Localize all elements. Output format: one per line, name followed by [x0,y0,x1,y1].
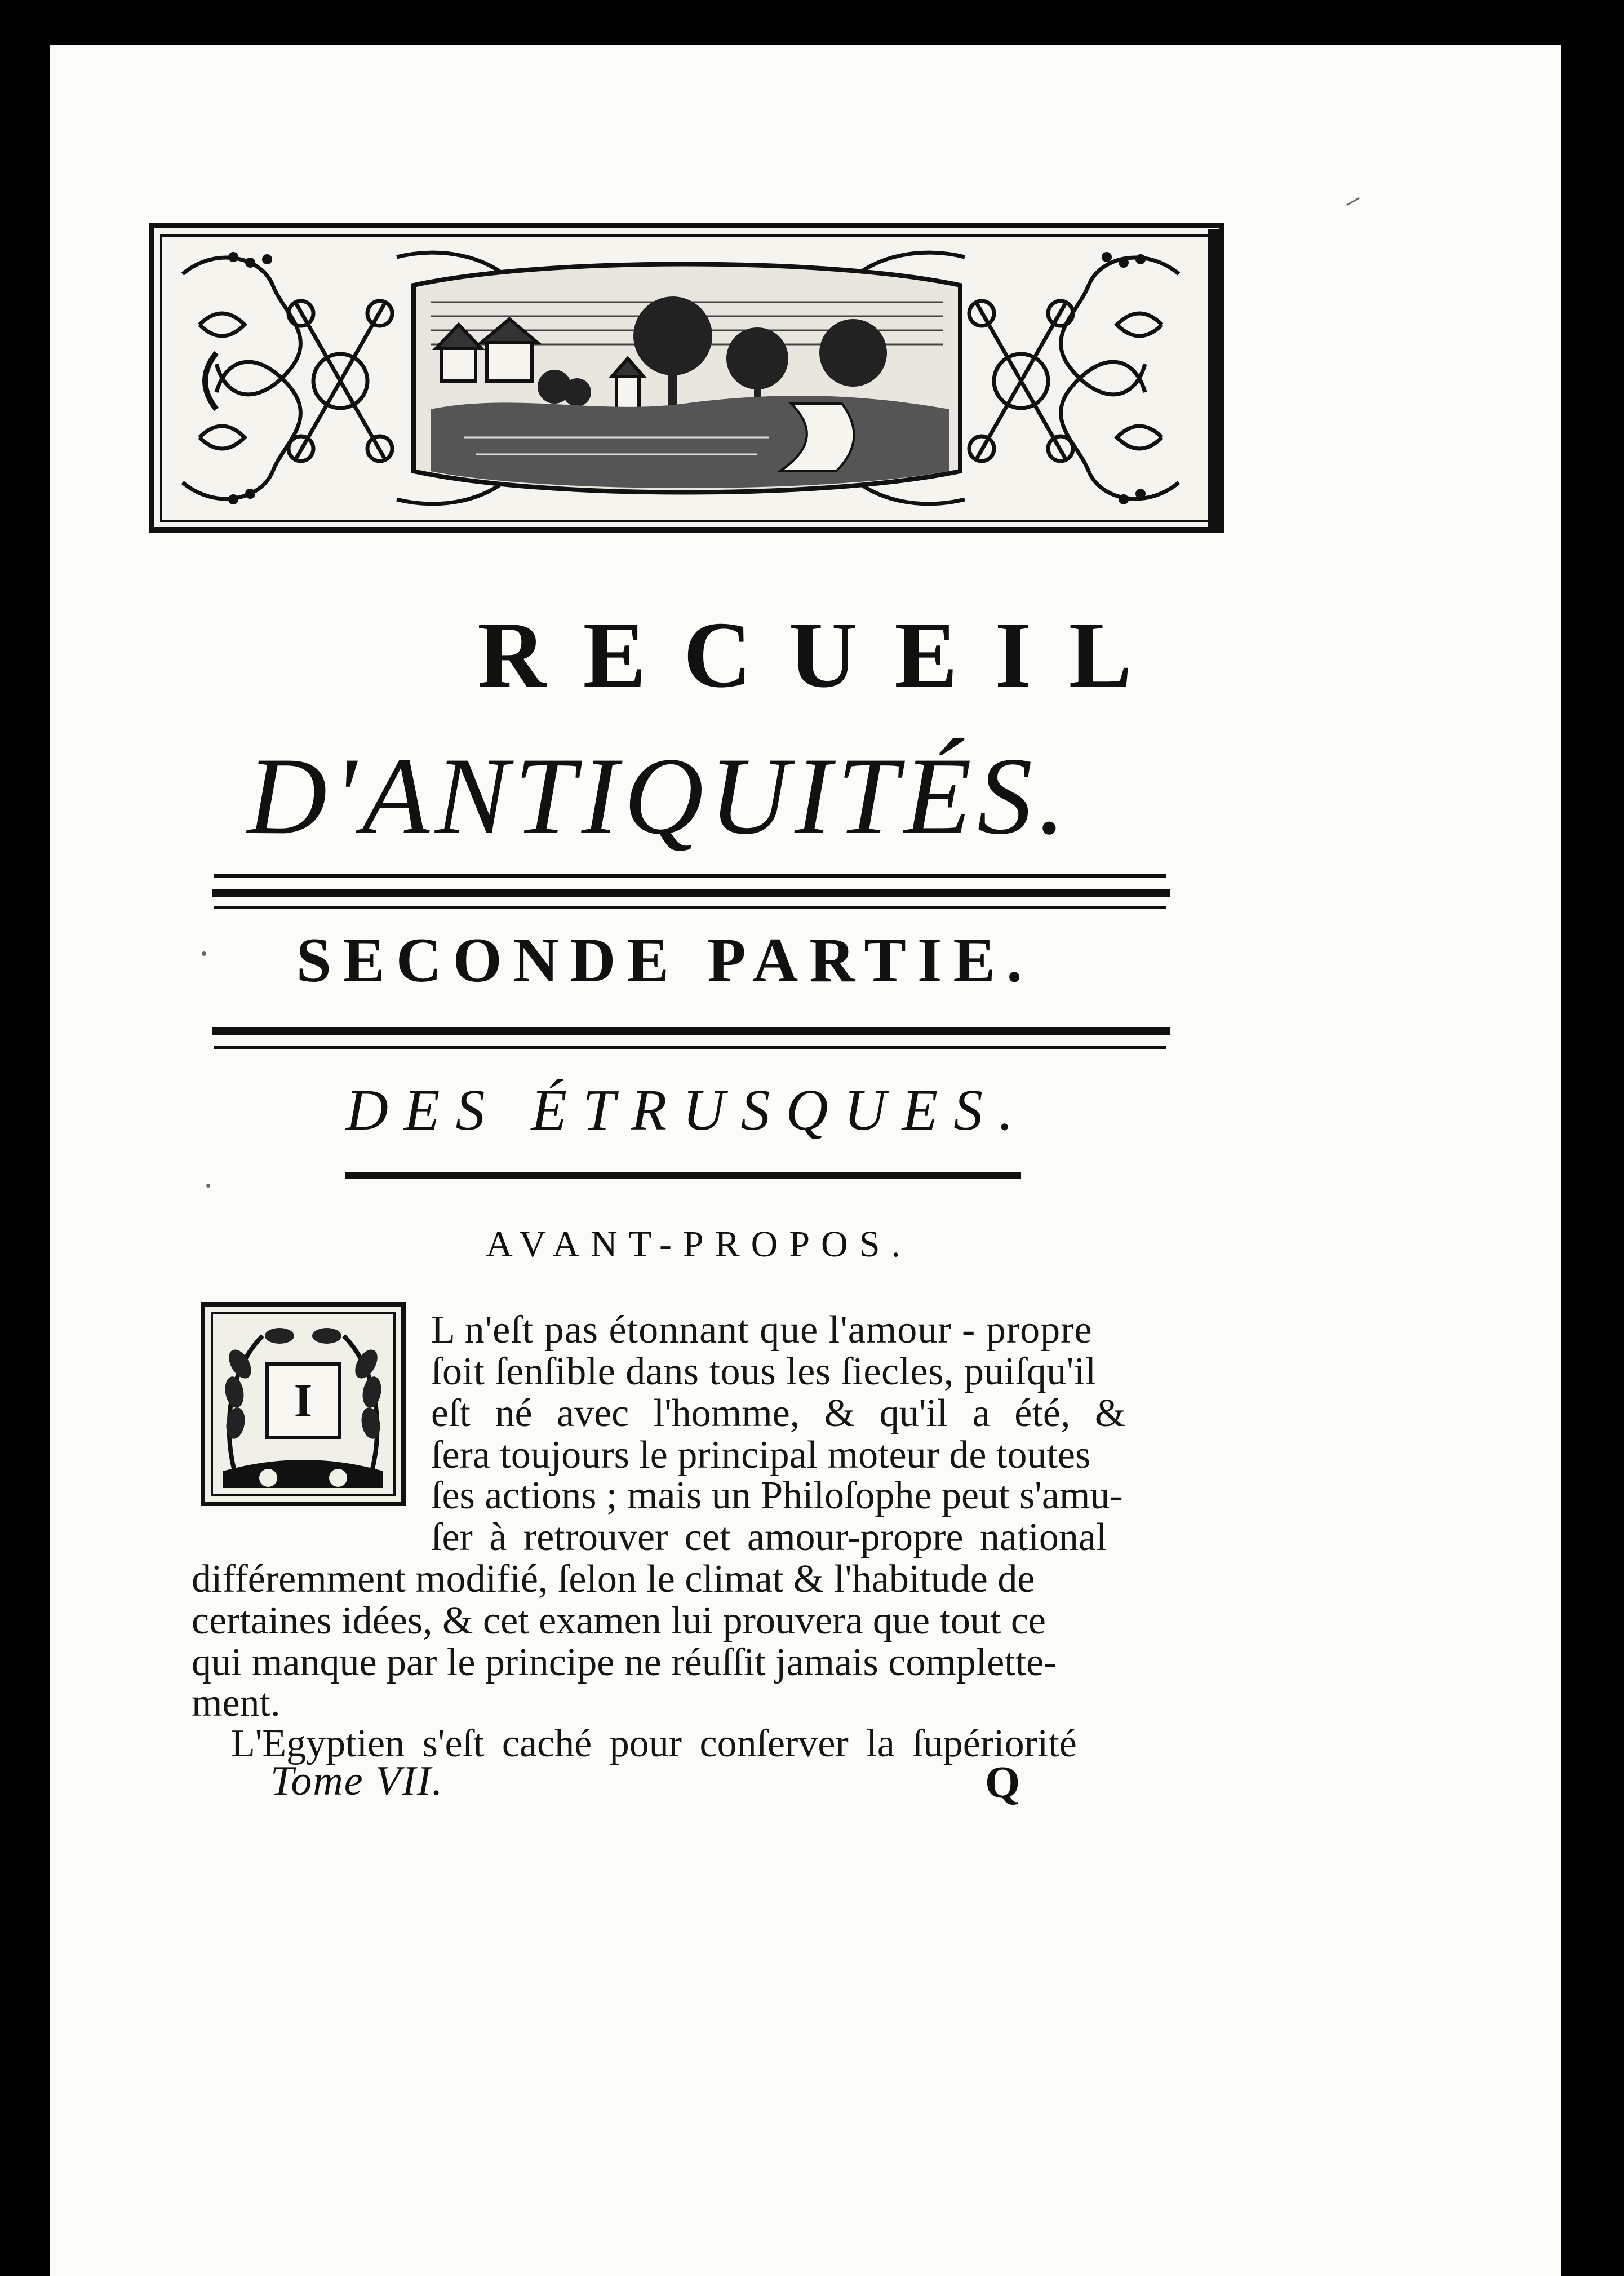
dropcap-letter: I [294,1375,313,1427]
headpiece-ornament-icon [149,223,1224,534]
body-line: L n'eſt pas étonnant que l'amour - propre [431,1308,1093,1352]
divider-rule [214,906,1166,909]
part-title: SECONDE PARTIE. [296,926,1034,995]
body-line: eſt né avec l'homme, & qu'il a été, & [431,1392,1126,1435]
body-line: qui manque par le principe ne réuſſit jamais complette- [192,1641,1057,1684]
divider-rule [345,1172,1021,1179]
chapter-heading: AVANT-PROPOS. [486,1224,912,1265]
body-line: certaines idées, & cet examen lui prouvera que tout ce [192,1599,1046,1642]
gathering-signature: Q [985,1758,1020,1808]
stray-mark [206,1184,210,1188]
body-line: ſer à retrouver cet amour-propre national [431,1516,1107,1559]
divider-rule [212,1027,1170,1035]
body-line: ment. [192,1681,281,1725]
divider-rule [212,889,1170,897]
volume-signature: Tome VII. [270,1758,444,1804]
book-title: RECUEIL [477,603,1169,707]
book-subtitle: D'ANTIQUITÉS. [247,735,1072,857]
body-line: ſoit ſenſible dans tous les ſiecles, puiſqu'il [431,1350,1097,1393]
divider-rule [214,1046,1166,1049]
section-title: DES ÉTRUSQUES. [345,1078,1030,1143]
body-line: ſes actions ; mais un Philoſophe peut s'amu- [431,1474,1123,1517]
divider-rule [214,874,1166,878]
dropcap-frame [201,1302,406,1506]
body-line: ſera toujours le principal moteur de toutes [431,1433,1091,1477]
body-line: différemment modifié, ſelon le climat & l'habitude de [192,1557,1035,1601]
body-line: L'Egyptien s'eſt caché pour conſerver la ſupériorité [231,1722,1077,1765]
scan-border-right [1561,0,1624,2276]
